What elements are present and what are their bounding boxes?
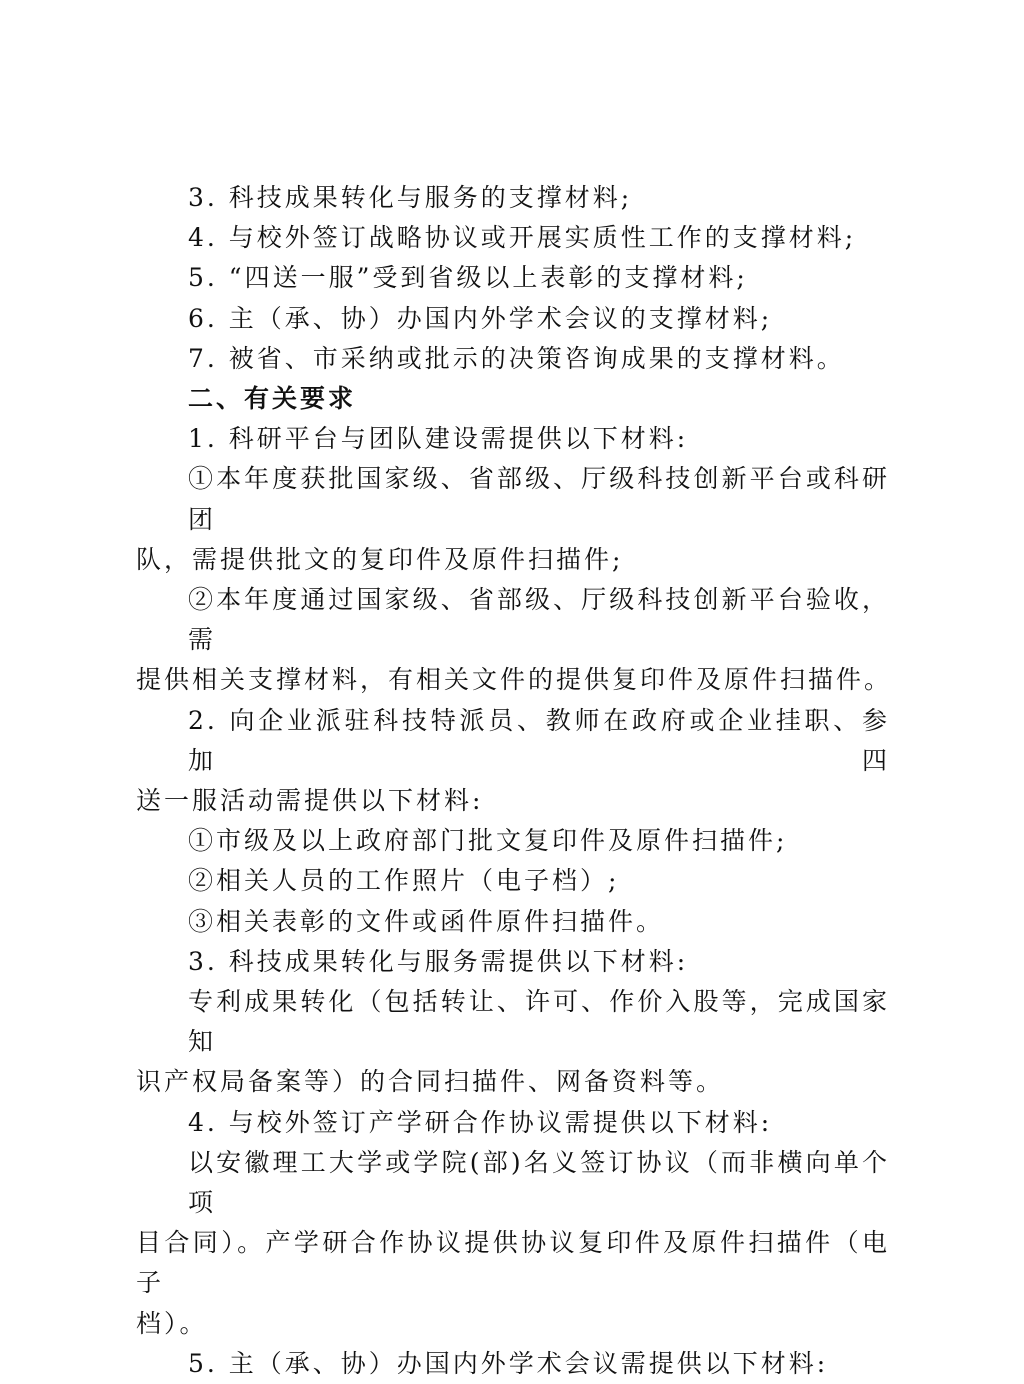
text-line: 识产权局备案等）的合同扫描件、网备资料等。 <box>136 1067 725 1097</box>
text-line: 队，需提供批文的复印件及原件扫描件; <box>136 544 624 574</box>
text-line: 1. 科研平台与团队建设需提供以下材料: <box>188 424 689 454</box>
text-line: 档）。 <box>136 1308 208 1338</box>
text-line: 目合同）。产学研合作协议提供协议复印件及原件扫描件（电子 <box>136 1228 890 1298</box>
text-line: 6. 主（承、协）办国内外学术会议的支撑材料; <box>188 303 773 333</box>
section-heading: 二、有关要求 <box>188 384 357 414</box>
text-line: ①本年度获批国家级、省部级、厅级科技创新平台或科研团 <box>188 464 890 534</box>
text-line: 5. 主（承、协）办国内外学术会议需提供以下材料: <box>188 1348 829 1378</box>
text-line: ③相关表彰的文件或函件原件扫描件。 <box>188 906 665 936</box>
document-body <box>136 178 893 1384</box>
text-line: 专利成果转化（包括转让、许可、作价入股等，完成国家知 <box>188 987 890 1057</box>
text-line: 2. 向企业派驻科技特派员、教师在政府或企业挂职、参加四 <box>188 705 890 775</box>
text-line: ②相关人员的工作照片（电子档）; <box>188 866 620 896</box>
text-line: 送一服活动需提供以下材料: <box>136 786 484 816</box>
text-line: 4. 与校外签订产学研合作协议需提供以下材料: <box>188 1107 773 1137</box>
text-line: ②本年度通过国家级、省部级、厅级科技创新平台验收，需 <box>188 585 890 655</box>
text-line: 5. “四送一服”受到省级以上表彰的支撑材料; <box>188 263 748 293</box>
text-line: 7. 被省、市采纳或批示的决策咨询成果的支撑材料。 <box>188 343 845 373</box>
text-line: 4. 与校外签订战略协议或开展实质性工作的支撑材料; <box>188 223 857 253</box>
text-line: 3. 科技成果转化与服务的支撑材料; <box>188 183 633 212</box>
text-line: 3. 科技成果转化与服务需提供以下材料: <box>188 946 689 976</box>
text-line: 以安徽理工大学或学院(部)名义签订协议（而非横向单个项 <box>188 1147 890 1218</box>
text-line: ①市级及以上政府部门批文复印件及原件扫描件; <box>188 826 788 856</box>
text-line: 提供相关支撑材料，有相关文件的提供复印件及原件扫描件。 <box>136 665 893 695</box>
